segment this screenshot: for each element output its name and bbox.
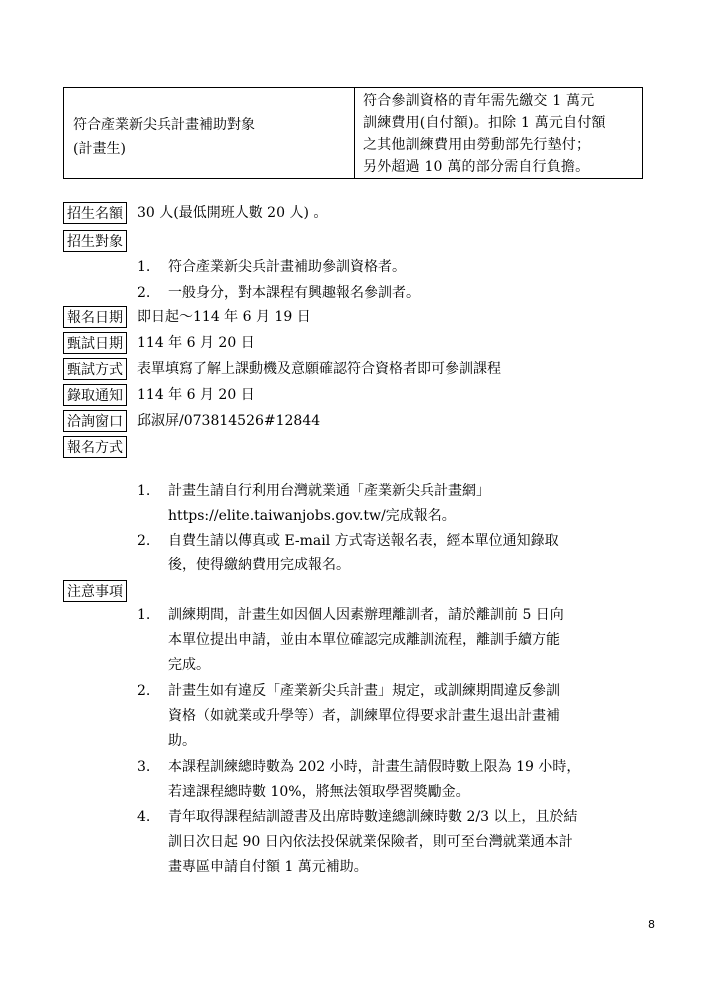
registration-item-number: 2. xyxy=(137,533,151,549)
note-item-line: 本單位提出申請，並由本單位確認完成離訓流程，離訓手續方能 xyxy=(168,632,560,648)
table-left-line: 符合產業新尖兵計畫補助對象 xyxy=(73,117,255,133)
table-right-line: 訓練費用(自付額)。扣除 1 萬元自付額 xyxy=(363,115,606,131)
eligibility-table xyxy=(63,87,643,179)
target-item-number: 2. xyxy=(137,285,151,301)
admission-notice-label: 錄取通知 xyxy=(63,384,127,406)
table-right-line: 之其他訓練費用由勞動部先行墊付； xyxy=(363,137,591,153)
registration-date-label: 報名日期 xyxy=(63,306,127,328)
note-item-line: 青年取得課程結訓證書及出席時數達總訓練時數 2/3 以上，且於結 xyxy=(168,809,578,825)
target-item-text: 符合產業新尖兵計畫補助參訓資格者。 xyxy=(168,259,406,275)
contact-label: 洽詢窗口 xyxy=(63,410,127,432)
exam-method-label: 甄試方式 xyxy=(63,358,127,380)
note-item-line: 訓練期間，計畫生如因個人因素辦理離訓者，請於離訓前 5 日向 xyxy=(168,607,564,623)
table-divider xyxy=(354,88,355,178)
admission-notice-value: 114 年 6 月 20 日 xyxy=(137,387,255,403)
exam-date-value: 114 年 6 月 20 日 xyxy=(137,335,255,351)
note-item-line: 訓日次日起 90 日內依法投保就業保險者，則可至台灣就業通本計 xyxy=(168,834,573,850)
target-item-text: 一般身分，對本課程有興趣報名參訓者。 xyxy=(168,285,420,301)
notes-label: 注意事項 xyxy=(63,580,127,602)
exam-date-label: 甄試日期 xyxy=(63,332,127,354)
note-item-line: 助。 xyxy=(168,733,196,749)
exam-method-value: 表單填寫了解上課動機及意願確認符合資格者即可參訓課程 xyxy=(137,361,501,377)
note-item-line: 計畫生如有違反「產業新尖兵計畫」規定，或訓練期間違反參訓 xyxy=(168,683,560,699)
enrollment-count-value: 30 人(最低開班人數 20 人) 。 xyxy=(137,205,328,221)
note-item-number: 1. xyxy=(137,607,151,623)
registration-date-value: 即日起～114 年 6 月 19 日 xyxy=(137,309,311,325)
table-left-cell xyxy=(73,113,255,161)
table-right-cell xyxy=(363,90,638,178)
note-item-line: 本課程訓練總時數為 202 小時，計畫生請假時數上限為 19 小時， xyxy=(168,759,581,775)
table-left-line: (計畫生) xyxy=(73,141,126,157)
table-right-line: 符合參訓資格的青年需先繳交 1 萬元 xyxy=(363,93,595,109)
enrollment-count-label: 招生名額 xyxy=(63,202,127,224)
note-item-number: 3. xyxy=(137,759,151,775)
note-item-line: 資格（如就業或升學等）者，訓練單位得要求計畫生退出計畫補 xyxy=(168,708,560,724)
registration-item-number: 1. xyxy=(137,483,151,499)
registration-item-line: 計畫生請自行利用台灣就業通「產業新尖兵計畫網」 xyxy=(168,483,490,499)
target-label: 招生對象 xyxy=(63,230,127,252)
note-item-line: 畫專區申請自付額 1 萬元補助。 xyxy=(168,859,368,875)
target-item-number: 1. xyxy=(137,259,151,275)
note-item-number: 2. xyxy=(137,683,151,699)
registration-method-label: 報名方式 xyxy=(63,436,127,458)
note-item-line: 若達課程總時數 10%，將無法領取學習獎勵金。 xyxy=(168,784,470,800)
registration-item-line: 自費生請以傳真或 E-mail 方式寄送報名表，經本單位通知錄取 xyxy=(168,533,559,549)
note-item-number: 4. xyxy=(137,809,151,825)
note-item-line: 完成。 xyxy=(168,657,210,673)
contact-value: 邱淑屏/073814526#12844 xyxy=(137,413,321,429)
registration-item-line: 後，使得繳納費用完成報名。 xyxy=(168,557,350,573)
page-number: 8 xyxy=(648,918,655,931)
table-right-line: 另外超過 10 萬的部分需自行負擔。 xyxy=(363,159,590,175)
registration-item-line: https://elite.taiwanjobs.gov.tw/完成報名。 xyxy=(168,508,456,524)
